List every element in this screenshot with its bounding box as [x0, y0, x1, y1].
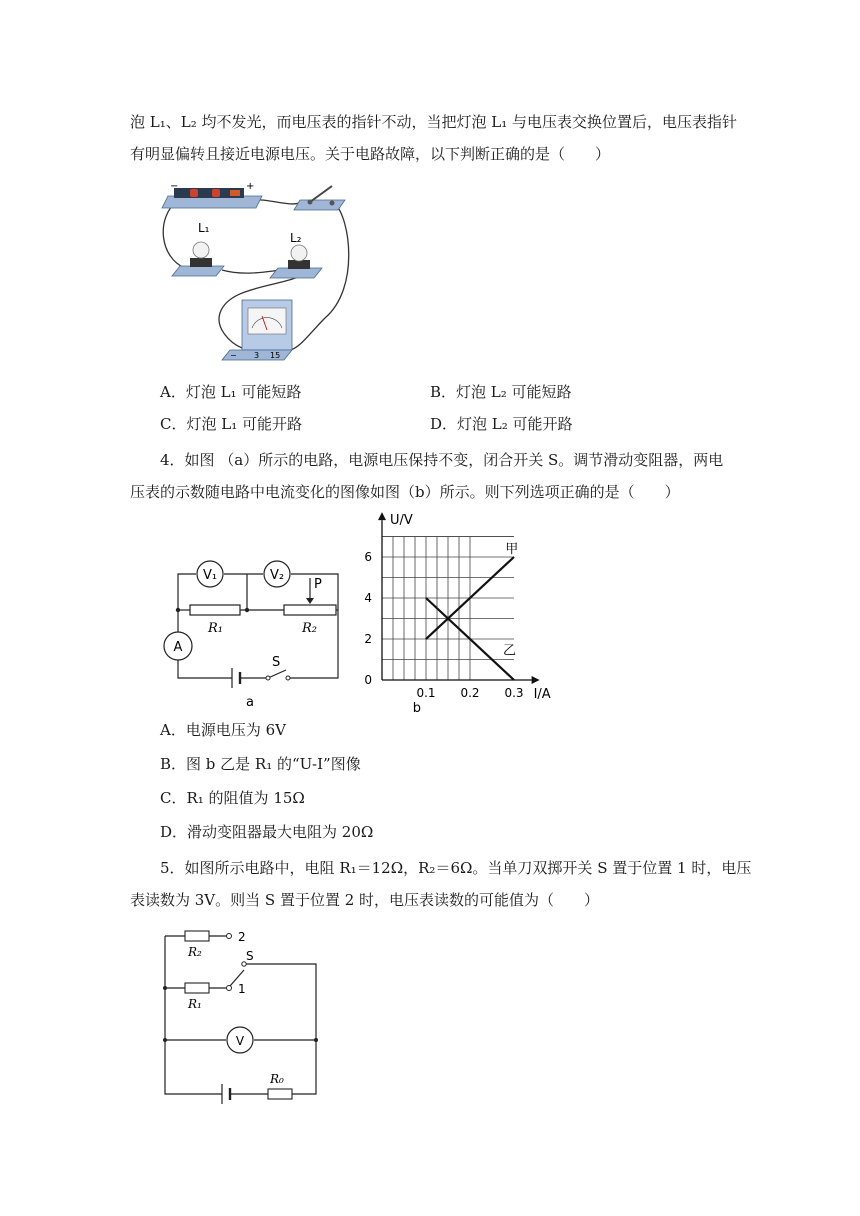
voltmeter-v2-icon	[264, 561, 290, 587]
q3-option-b[interactable]: B．灯泡 L₂ 可能短路	[430, 383, 572, 401]
x-tick-label: 0.3	[504, 686, 524, 700]
lamp2-label: L₂	[290, 231, 302, 245]
q4-text-line2: 压表的示数随电路中电流变化的图像如图（b）所示。则下列选项正确的是（ ）	[130, 483, 680, 501]
q3-text-line1: 泡 L₁、L₂ 均不发光，而电压表的指针不动，当把灯泡 L₁ 与电压表交换位置后，电压表指针	[130, 113, 737, 131]
r1-label: R₁	[188, 997, 202, 1011]
y-tick-label: 6	[364, 550, 372, 564]
q4-ui-chart	[360, 510, 570, 716]
q4-option-a[interactable]: A．电源电压为 6V	[160, 721, 286, 739]
y-axis-label: U/V	[390, 513, 413, 529]
meter-terminal-15: 15	[270, 351, 281, 360]
q3-option-a[interactable]: A．灯泡 L₁ 可能短路	[160, 383, 302, 401]
q3-option-c[interactable]: C．灯泡 L₁ 可能开路	[160, 415, 302, 433]
voltmeter-v1-icon	[197, 561, 223, 587]
r0-label: R₀	[270, 1072, 284, 1086]
svg-text:V₁: V₁	[202, 568, 218, 583]
ammeter-icon	[164, 632, 192, 660]
x-tick-label: 0.2	[460, 686, 480, 700]
x-axis-label: I/A	[533, 687, 551, 702]
q4-option-c[interactable]: C．R₁ 的阻值为 15Ω	[160, 789, 305, 807]
voltmeter-icon	[227, 1027, 253, 1053]
caption-b: b	[412, 701, 422, 716]
q3-text-line2: 有明显偏转且接近电源电压。关于电路故障，以下判断正确的是（ ）	[130, 145, 611, 163]
r2-label: R₂	[188, 945, 202, 959]
knife-switch-icon	[294, 186, 345, 210]
meter-terminal-3: 3	[254, 351, 260, 360]
q4-option-b[interactable]: B．图 b 乙是 R₁ 的“U-I”图像	[160, 755, 361, 773]
svg-text:A: A	[173, 640, 183, 655]
caption-a: a	[246, 695, 254, 710]
q3-option-d[interactable]: D．灯泡 L₂ 可能开路	[430, 415, 573, 433]
battery-plus-label: +	[246, 181, 255, 192]
series-label-jia: 甲	[505, 541, 519, 557]
q5-circuit-figure	[150, 922, 330, 1106]
r2-label: R₂	[302, 621, 317, 636]
lamp-l1-icon	[172, 242, 224, 276]
slider-p-label: P	[314, 577, 322, 592]
q4-text-line1: 4．如图 （a）所示的电路，电源电压保持不变，闭合开关 S。调节滑动变阻器，两电	[160, 451, 724, 469]
lamp-l2-icon	[270, 245, 322, 278]
y-tick-label: 0	[364, 673, 372, 687]
r1-label: R₁	[208, 621, 223, 636]
x-tick-label: 0.1	[416, 686, 436, 700]
battery-minus-label: −	[170, 181, 179, 192]
y-axis-arrow	[378, 512, 386, 520]
x-axis-arrow	[532, 676, 540, 684]
q4-option-d[interactable]: D．滑动变阻器最大电阻为 20Ω	[160, 823, 374, 841]
q5-text-line2: 表读数为 3V。则当 S 置于位置 2 时，电压表读数的可能值为（ ）	[130, 891, 600, 909]
lamp1-label: L₁	[198, 221, 210, 235]
meter-terminal-minus: −	[230, 351, 237, 360]
y-tick-label: 2	[364, 632, 372, 646]
switch-s-label: S	[272, 655, 281, 670]
switch-s-label: S	[246, 949, 254, 963]
series-label-yi: 乙	[503, 643, 517, 659]
q5-text-line1: 5．如图所示电路中，电阻 R₁＝12Ω，R₂＝6Ω。当单刀双掷开关 S 置于位置 1 时，电压	[160, 859, 752, 877]
y-tick-label: 4	[364, 591, 372, 605]
svg-text:V: V	[235, 1034, 245, 1048]
q4-circuit-a	[160, 556, 350, 712]
pos1-label: 1	[238, 982, 246, 996]
pos2-label: 2	[238, 930, 246, 944]
svg-text:V₂: V₂	[269, 568, 285, 583]
q3-circuit-figure	[150, 178, 370, 364]
